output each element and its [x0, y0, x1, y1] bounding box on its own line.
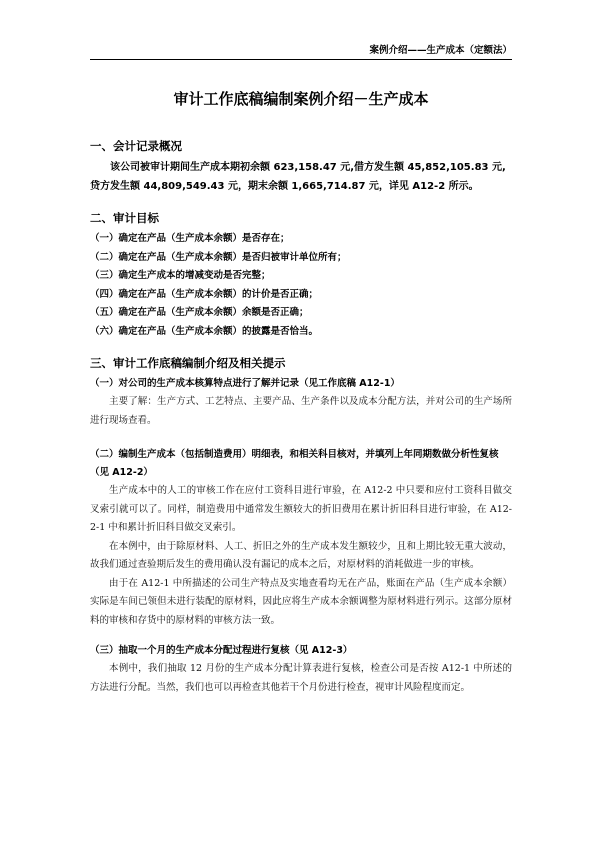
subsection-3-paragraph: 本例中，我们抽取 12 月份的生产成本分配计算表进行复核，检查公司是否按 A12-1 中所述的方法进行分配。当然，我们也可以再检查其他若干个月份进行检查，视审计风险程度而定。	[90, 663, 512, 693]
subsection-2-paragraph-1: 生产成本中的人工的审核工作在应付工资科目进行审验，在 A12-2 中只要和应付工资科目做交叉索引就可以了。同样，制造费用中通常发生额较大的折旧费用在累计折旧科目进行审验，在 A12-2-1 中和累计折旧科目做交叉索引。	[90, 485, 512, 533]
list-item: （六）确定在产品（生产成本余额）的披露是否恰当。	[90, 325, 319, 337]
section-1-text: 该公司被审计期间生产成本期初余额 623,158.47 元,借方发生额 45,852,105.83 元,贷方发生额 44,809,549.43 元，期末余额 1,665,714.87 元，详见 A12-2 所示。	[90, 162, 506, 192]
section-1-heading: 一、会计记录概况	[90, 139, 182, 153]
subsection-2-paragraph-2: 在本例中，由于除原材料、人工、折旧之外的生产成本发生额较少，且和上期比较无重大波动，故我们通过查验期后发生的费用确认没有漏记的成本之后，对原材料的消耗做进一步的审核。	[90, 540, 512, 570]
subsection-2-paragraph-3: 由于在 A12-1 中所描述的公司生产特点及实地查看均无在产品，账面在产品（生产成本余额）实际是车间已领但未进行装配的原材料，因此应将生产成本余额调整为原材料进行列示。这部分原材料的审核和存货中的原材料的审核方法一致。	[90, 577, 512, 626]
list-item: （五）确定在产品（生产成本余额）余额是否正确；	[90, 307, 309, 318]
running-header: 案例介绍——生产成本（定额法）	[90, 42, 512, 60]
document-title: 审计工作底稿编制案例介绍－生产成本	[173, 90, 429, 108]
document-body	[90, 88, 512, 697]
subsection-1-heading: （一）对公司的生产成本核算特点进行了解并记录（见工作底稿 A12-1）	[90, 378, 400, 389]
subsection-3-heading: （三）抽取一个月的生产成本分配过程进行复核（见 A12-3）	[90, 645, 353, 656]
section-3-heading: 三、审计工作底稿编制介绍及相关提示	[90, 356, 286, 370]
objectives-list	[90, 230, 512, 341]
subsection-2-heading: （二）编制生产成本（包括制造费用）明细表，和相关科目核对，并填列上年同期数做分析性复核（见 A12-2）	[90, 449, 499, 478]
list-item: （二）确定在产品（生产成本余额）是否归被审计单位所有；	[90, 251, 347, 263]
list-item: （三）确定生产成本的增减变动是否完整；	[90, 270, 271, 281]
list-item: （四）确定在产品（生产成本余额）的计价是否正确；	[90, 288, 319, 300]
subsection-1-paragraph: 主要了解：生产方式、工艺特点、主要产品、生产条件以及成本分配方法，并对公司的生产场所进行现场查看。	[90, 396, 512, 426]
section-2-heading: 二、审计目标	[90, 211, 159, 225]
list-item: （一）确定在产品（生产成本余额）是否存在；	[90, 233, 290, 244]
